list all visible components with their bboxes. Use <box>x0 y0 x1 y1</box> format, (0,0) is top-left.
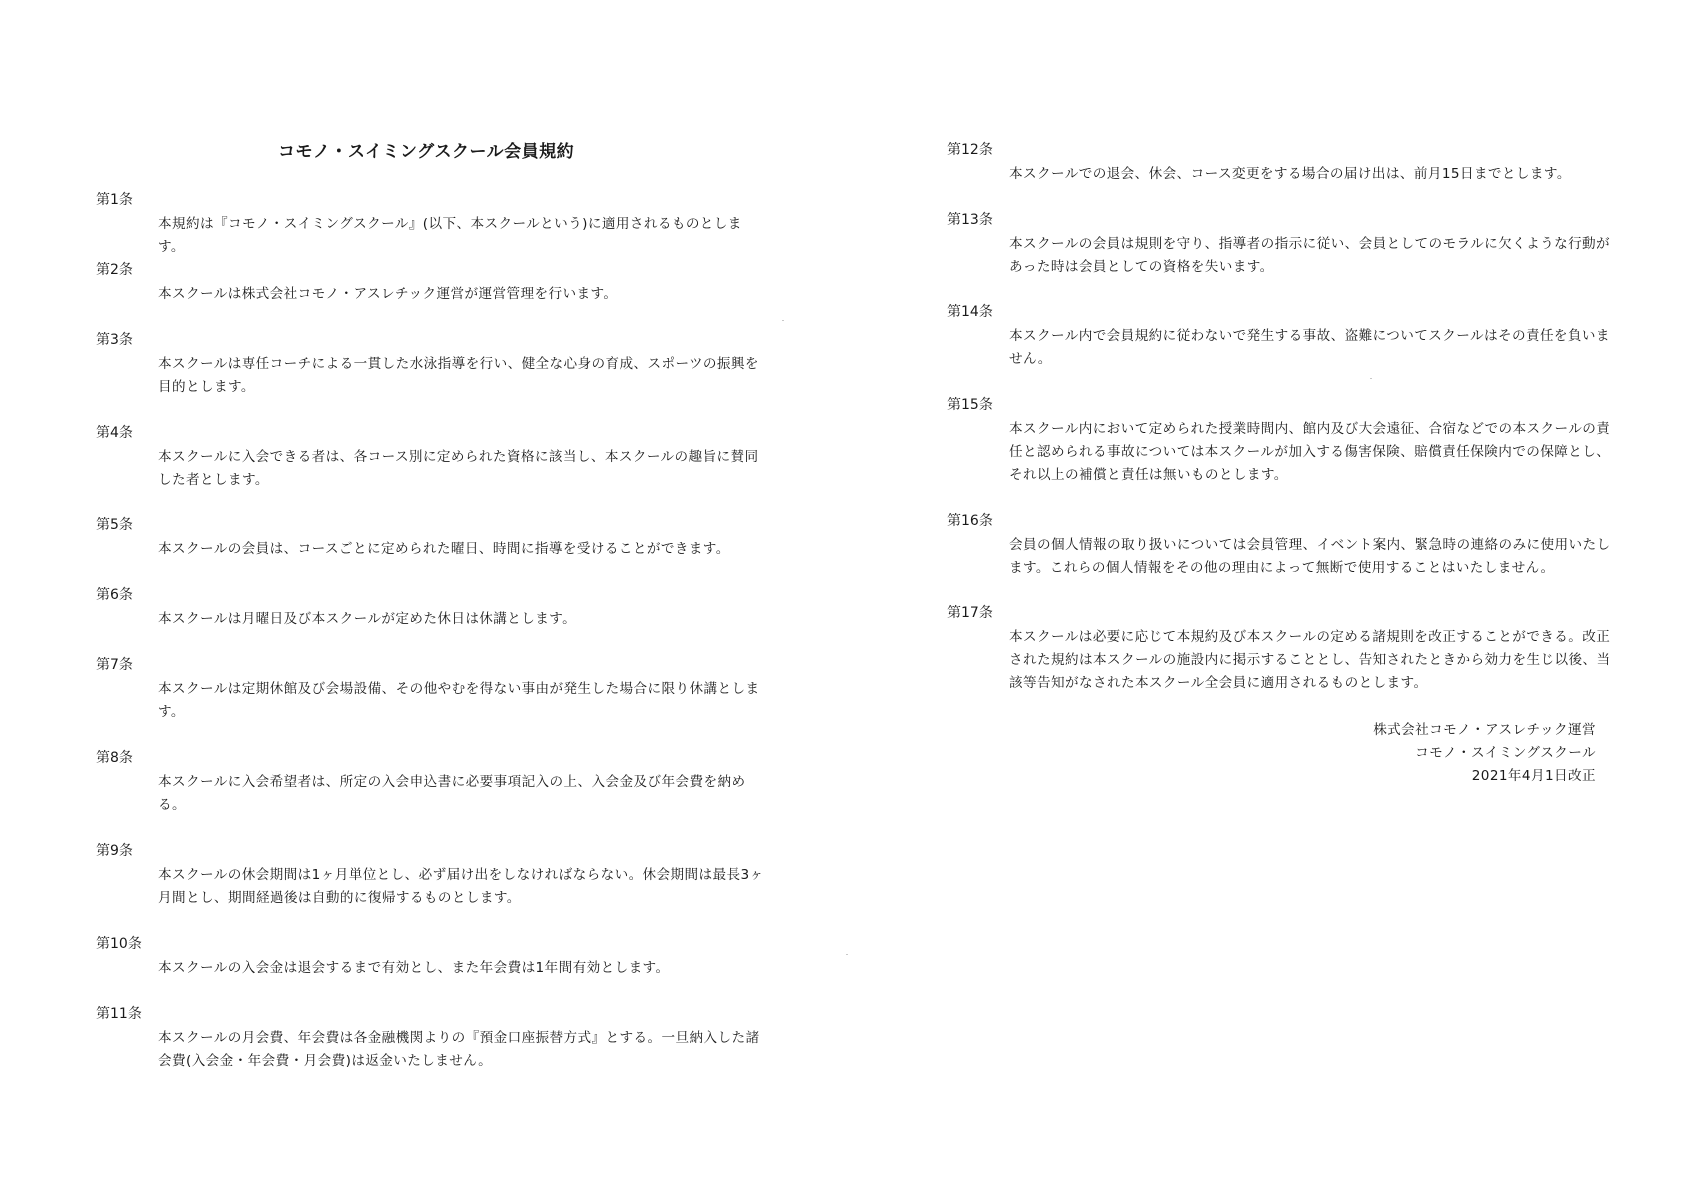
article-label: 第10条 <box>96 936 142 952</box>
document-title: コモノ・スイミングスクール会員規約 <box>278 142 575 162</box>
article-17 <box>947 604 1627 695</box>
article-text: 本スクールは必要に応じて本規約及び本スクールの定める諸規則を改正することができる。改正された規約は本スクールの施設内に掲示することとし、告知されたときから効力を生じ以後、当該等告知がなされた本スクール全会員に適用されるものとします。 <box>1009 629 1611 691</box>
article-label: 第4条 <box>96 425 133 441</box>
article-label: 第14条 <box>947 304 993 320</box>
article-text: 本スクールの会員は規則を守り、指導者の指示に従い、会員としてのモラルに欠くような行動があった時は会員としての資格を失います。 <box>1009 236 1611 275</box>
article-9 <box>96 842 776 910</box>
article-2 <box>96 261 776 306</box>
article-15 <box>947 396 1627 487</box>
article-16 <box>947 512 1627 580</box>
scan-speck <box>846 954 848 955</box>
article-text: 本スクールに入会できる者は、各コース別に定められた資格に該当し、本スクールの趣旨に賛同した者とします。 <box>158 449 759 488</box>
article-text: 本スクールは月曜日及び本スクールが定めた休日は休講とします。 <box>158 611 577 627</box>
article-13 <box>947 211 1627 279</box>
article-text: 本スクールは専任コーチによる一貫した水泳指導を行い、健全な心身の育成、スポーツの振興を目的とします。 <box>158 356 759 395</box>
article-text: 本スクールは株式会社コモノ・アスレチック運営が運営管理を行います。 <box>158 286 618 302</box>
article-10 <box>96 935 776 980</box>
article-label: 第5条 <box>96 517 133 533</box>
article-label: 第12条 <box>947 142 993 158</box>
article-8 <box>96 749 776 817</box>
article-label: 第11条 <box>96 1006 142 1022</box>
article-label: 第6条 <box>96 587 133 603</box>
article-label: 第17条 <box>947 605 993 621</box>
article-6 <box>96 586 776 631</box>
article-text: 本スクール内において定められた授業時間内、館内及び大会遠征、合宿などでの本スクールの責任と認められる事故については本スクールが加入する傷害保険、賠償責任保険内での保障とし、それ以上の補償と責任は無いものとします。 <box>1009 421 1611 483</box>
article-text: 本スクールの会員は、コースごとに定められた曜日、時間に指導を受けることができます。 <box>158 541 730 557</box>
article-1 <box>96 191 776 259</box>
article-text: 本スクールの休会期間は1ヶ月単位とし、必ず届け出をしなければならない。休会期間は最長3ヶ月間とし、期間経過後は自動的に復帰するものとします。 <box>158 867 764 906</box>
article-label: 第9条 <box>96 843 133 859</box>
article-text: 本スクールは定期休館及び会場設備、その他やむを得ない事由が発生した場合に限り休講とします。 <box>158 681 760 720</box>
article-text: 本規約は『コモノ・スイミングスクール』(以下、本スクールという)に適用されるものとします。 <box>158 216 742 255</box>
article-label: 第1条 <box>96 192 133 208</box>
article-label: 第8条 <box>96 750 133 766</box>
article-11 <box>96 1005 776 1073</box>
article-3 <box>96 331 776 399</box>
article-12 <box>947 141 1627 186</box>
scan-speck <box>1370 378 1372 379</box>
article-text: 本スクールに入会希望者は、所定の入会申込書に必要事項記入の上、入会金及び年会費を納める。 <box>158 774 746 813</box>
article-4 <box>96 424 776 492</box>
article-text: 本スクールでの退会、休会、コース変更をする場合の届け出は、前月15日までとします。 <box>1009 166 1571 182</box>
article-text: 本スクールの入会金は退会するまで有効とし、また年会費は1年間有効とします。 <box>158 960 670 976</box>
article-label: 第13条 <box>947 212 993 228</box>
article-text: 会員の個人情報の取り扱いについては会員管理、イベント案内、緊急時の連絡のみに使用いたします。これらの個人情報をその他の理由によって無断で使用することはいたしません。 <box>1009 537 1611 576</box>
signature-school: コモノ・スイミングスクール <box>1415 745 1596 761</box>
article-text: 本スクール内で会員規約に従わないで発生する事故、盗難についてスクールはその責任を負いません。 <box>1009 328 1610 367</box>
article-text: 本スクールの月会費、年会費は各金融機関よりの『預金口座振替方式』とする。一旦納入した諸会費(入会金・年会費・月会費)は返金いたしません。 <box>158 1030 760 1069</box>
article-label: 第3条 <box>96 332 133 348</box>
article-label: 第2条 <box>96 262 133 278</box>
article-14 <box>947 303 1627 371</box>
article-label: 第7条 <box>96 657 133 673</box>
article-label: 第16条 <box>947 513 993 529</box>
article-5 <box>96 516 776 561</box>
revision-date: 2021年4月1日改正 <box>1471 768 1596 784</box>
article-label: 第15条 <box>947 397 993 413</box>
signature-company: 株式会社コモノ・アスレチック運営 <box>1373 722 1596 738</box>
scan-speck <box>782 320 784 321</box>
article-7 <box>96 656 776 724</box>
